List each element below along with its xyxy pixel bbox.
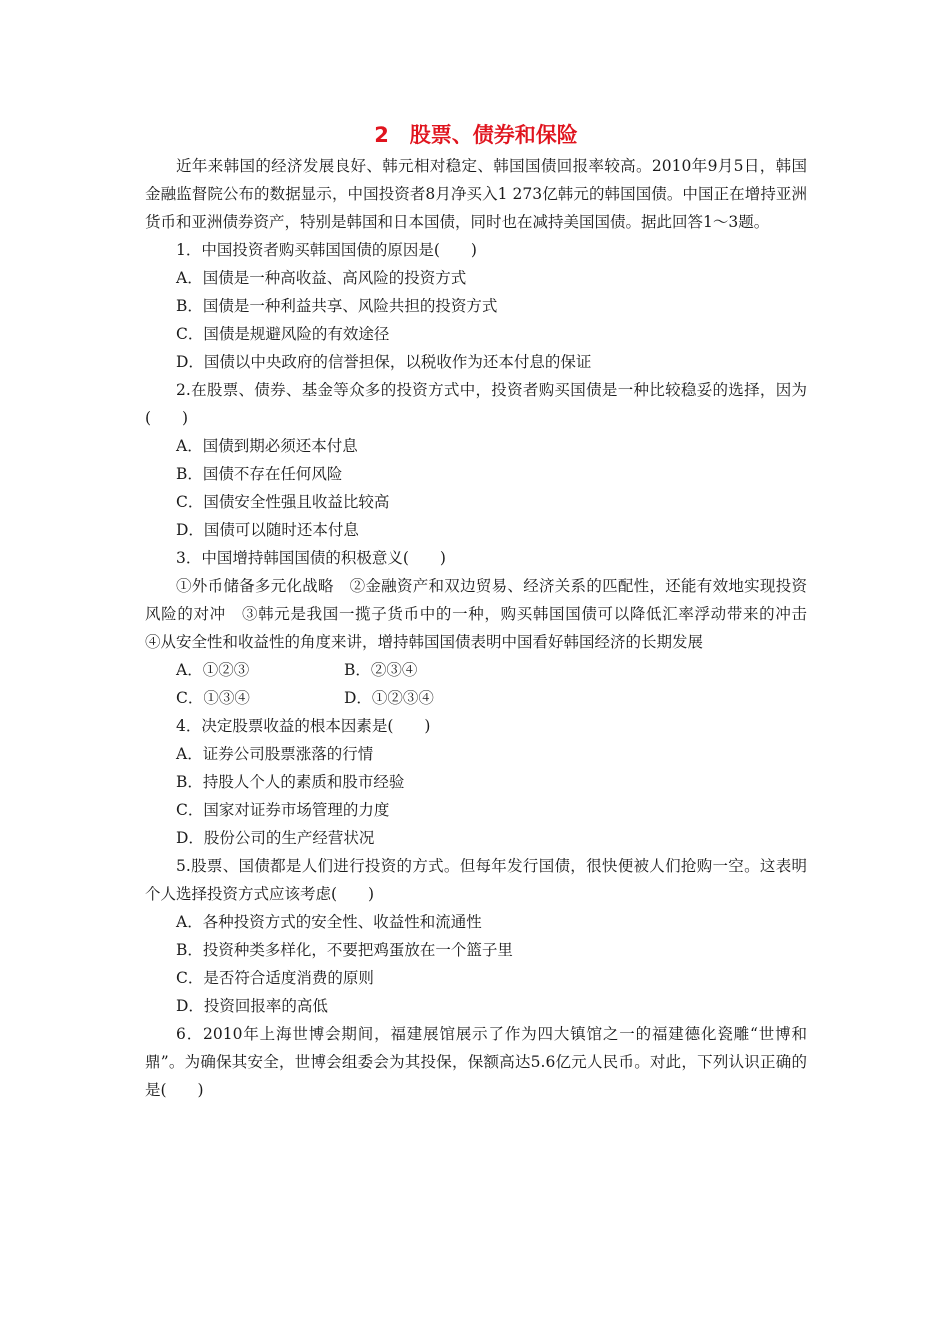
question-5-option-c: C．是否符合适度消费的原则 — [176, 969, 374, 987]
question-4-option-a: A．证券公司股票涨落的行情 — [176, 745, 374, 763]
question-1-option-c: C．国债是规避风险的有效途径 — [176, 325, 390, 343]
document-page — [145, 118, 823, 1104]
question-3-statements: ①外币储备多元化战略 ②金融资产和双边贸易、经济关系的匹配性，还能有效地实现投资风险的对冲 ③韩元是我国一揽子货币中的一种，购买韩国国债可以降低汇率浮动带来的冲击 ④从安全性和收益性的角度来讲，增持韩国国债表明中国看好韩国经济的长期发展 — [145, 577, 823, 651]
question-5-stem: 5.股票、国债都是人们进行投资的方式。但每年发行国债，很快便被人们抢购一空。这表明个人选择投资方式应该考虑( ) — [145, 857, 807, 903]
question-3-option-d: D．①②③④ — [344, 689, 434, 707]
question-2-option-a: A．国债到期必须还本付息 — [176, 437, 358, 455]
question-3-option-b: B．②③④ — [344, 661, 418, 679]
question-1-option-a: A．国债是一种高收益、高风险的投资方式 — [176, 269, 467, 287]
question-3-option-a: A．①②③ — [176, 661, 250, 679]
question-5-option-a: A．各种投资方式的安全性、收益性和流通性 — [176, 913, 482, 931]
intro-paragraph: 近年来韩国的经济发展良好、韩元相对稳定、韩国国债回报率较高。2010年9月5日，韩国金融监督院公布的数据显示，中国投资者8月净买入1 273亿韩元的韩国国债。中国正在增持亚洲货币和亚洲债券资产，特别是韩国和日本国债，同时也在减持美国国债。据此回答1～3题。 — [145, 157, 807, 231]
question-4-option-d: D．股份公司的生产经营状况 — [176, 829, 375, 847]
question-2-option-b: B．国债不存在任何风险 — [176, 465, 343, 483]
question-4-stem: 4．决定股票收益的根本因素是( ) — [176, 717, 431, 735]
question-6-stem: 6．2010年上海世博会期间，福建展馆展示了作为四大镇馆之一的福建德化瓷雕“世博和鼎”。为确保其安全，世博会组委会为其投保，保额高达5.6亿元人民币。对此，下列认识正确的是( ) — [145, 1025, 807, 1099]
question-5-option-d: D．投资回报率的高低 — [176, 997, 328, 1015]
question-3-options-row-1 — [145, 656, 807, 684]
question-4-option-b: B．持股人个人的素质和股市经验 — [176, 773, 405, 791]
question-4-option-c: C．国家对证券市场管理的力度 — [176, 801, 390, 819]
question-3-stem: 3．中国增持韩国国债的积极意义( ) — [176, 549, 446, 567]
question-2-option-d: D．国债可以随时还本付息 — [176, 521, 359, 539]
question-2-stem: 2.在股票、债券、基金等众多的投资方式中，投资者购买国债是一种比较稳妥的选择，因为( ) — [145, 381, 807, 427]
question-3-option-c: C．①③④ — [176, 689, 250, 707]
question-5-option-b: B．投资种类多样化，不要把鸡蛋放在一个篮子里 — [176, 941, 513, 959]
question-3-options-row-2 — [145, 684, 807, 712]
page-title: 2 股票、债券和保险 — [374, 123, 578, 147]
question-2-option-c: C．国债安全性强且收益比较高 — [176, 493, 390, 511]
question-1-stem: 1．中国投资者购买韩国国债的原因是( ) — [176, 241, 477, 259]
question-1-option-b: B．国债是一种利益共享、风险共担的投资方式 — [176, 297, 498, 315]
question-1-option-d: D．国债以中央政府的信誉担保，以税收作为还本付息的保证 — [176, 353, 592, 371]
